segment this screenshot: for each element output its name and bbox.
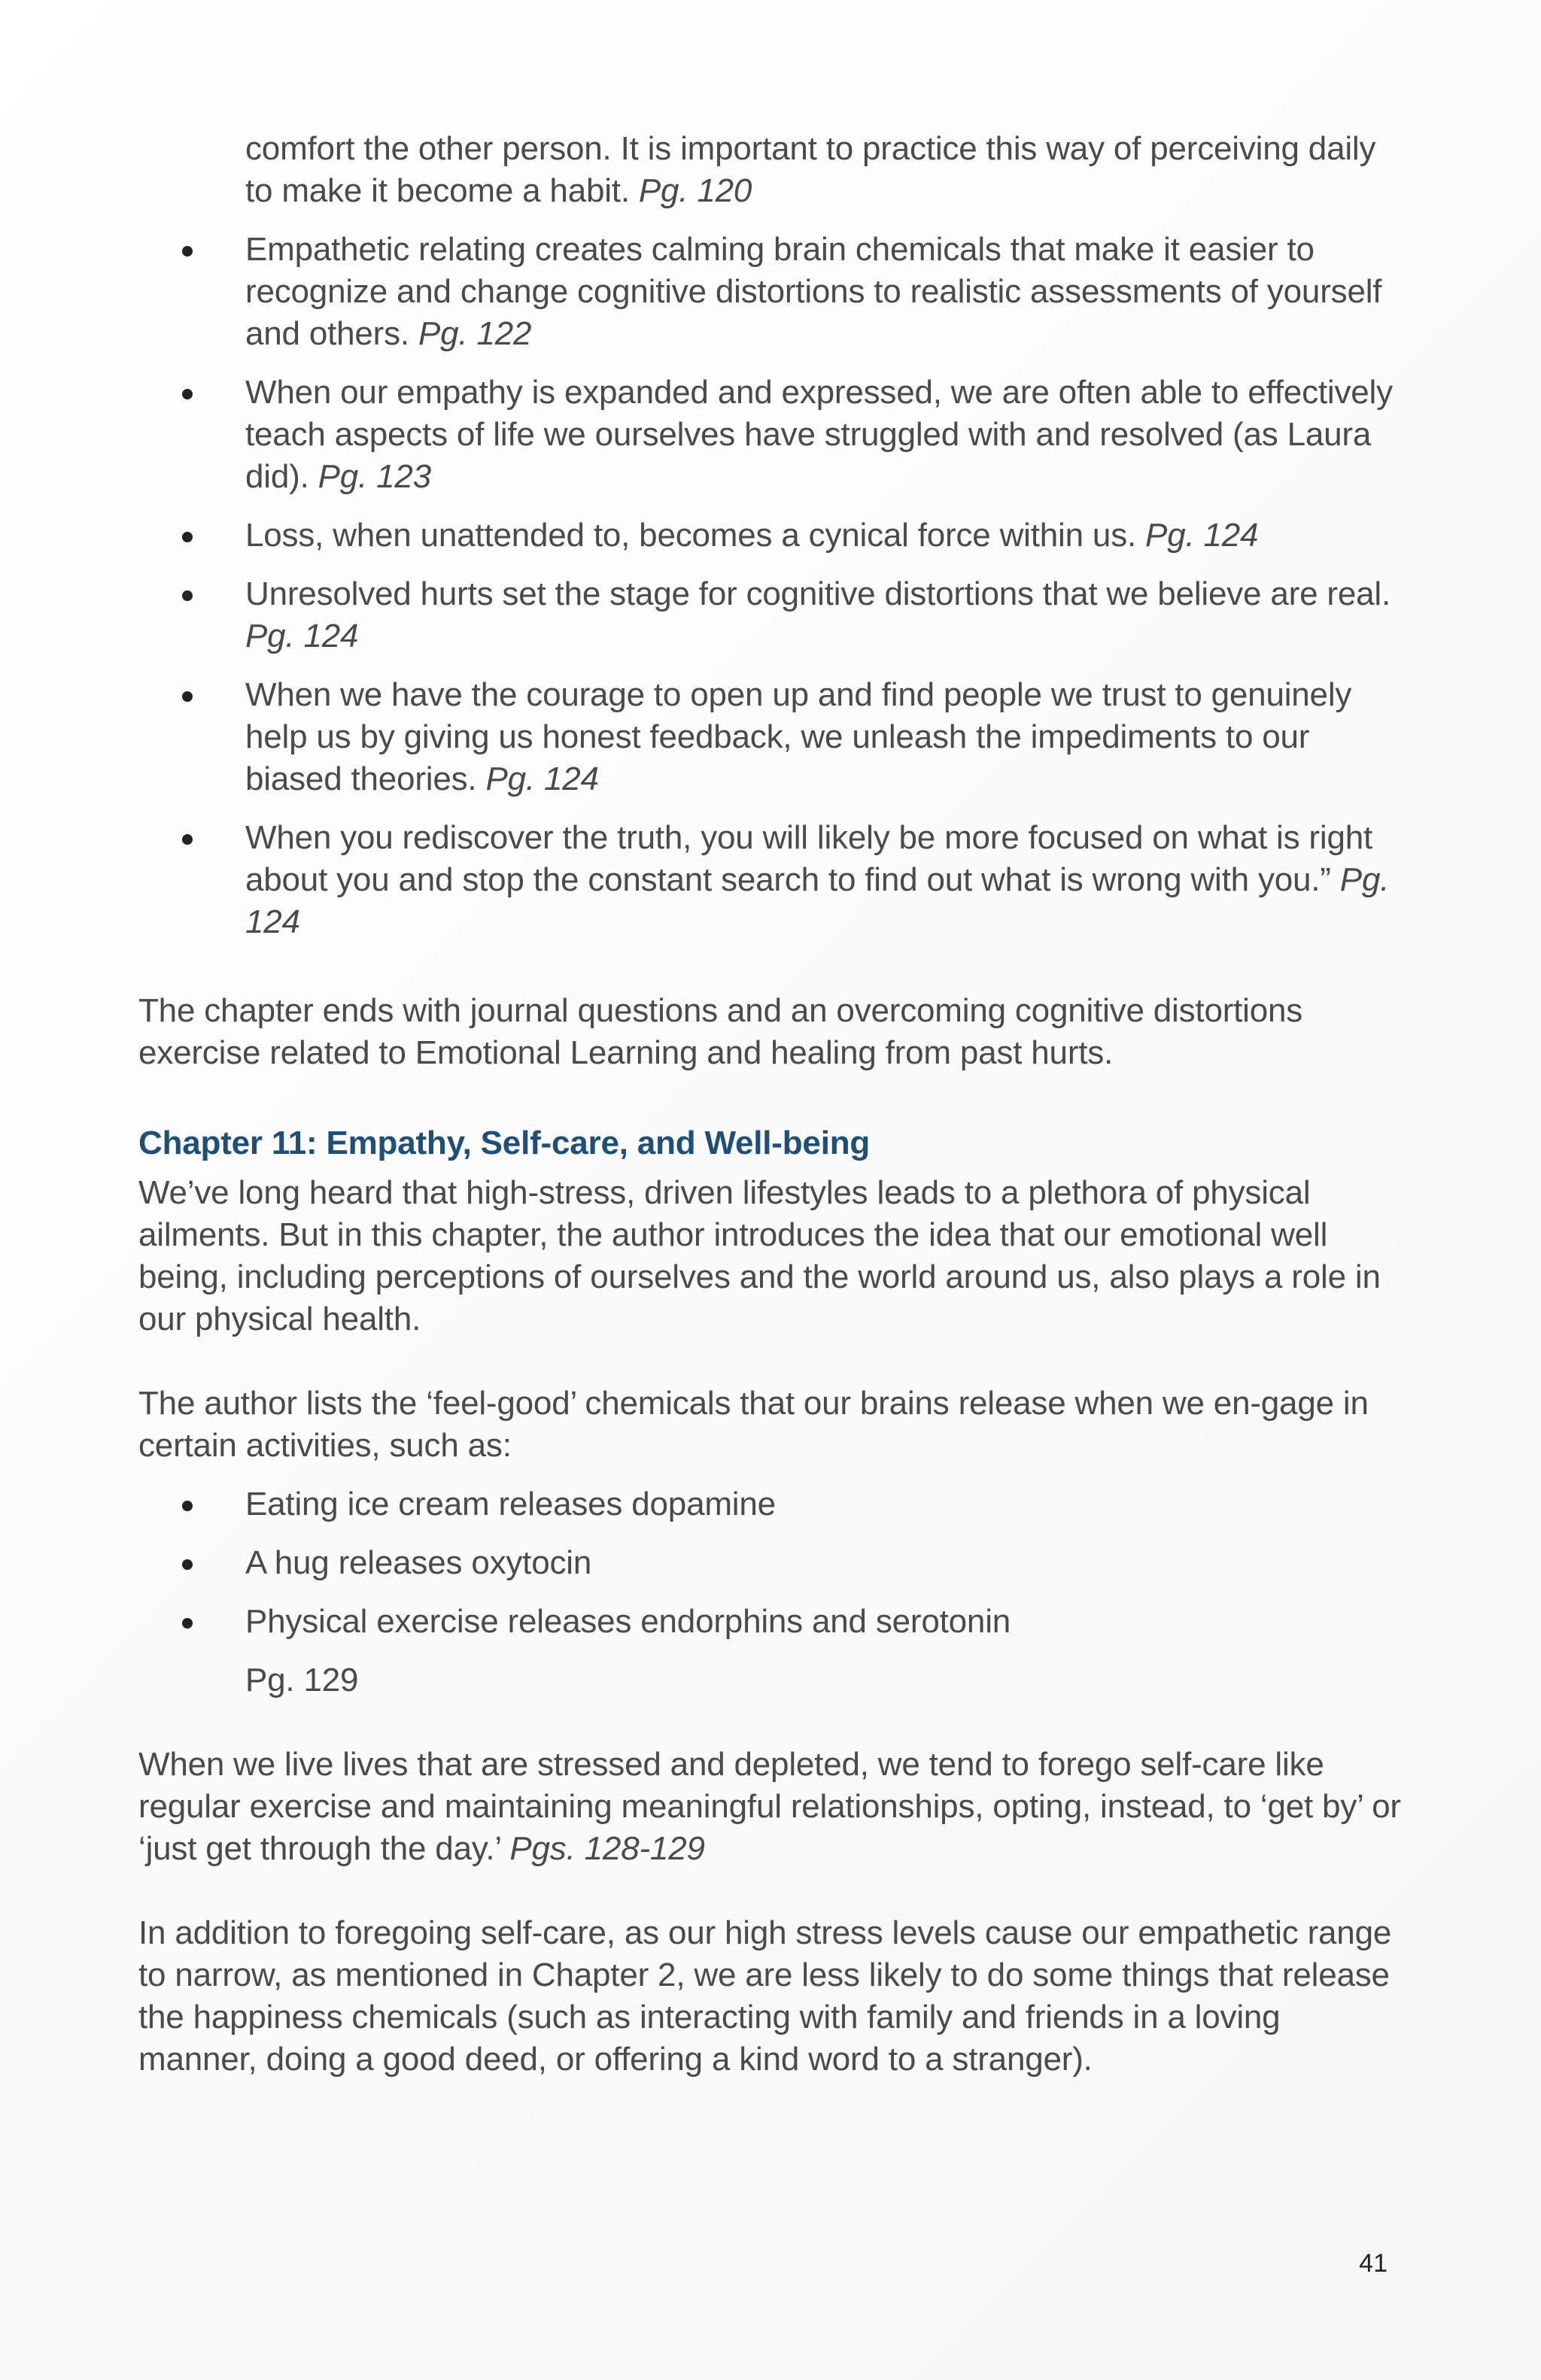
list-item-text: When our empathy is expanded and expressed, we are often able to effectively teach aspects of life we ourselves have struggled with and resolved (as Laura did). [245,374,1393,495]
page-ref: Pg. 129 [245,1662,359,1698]
list-item-text: When you rediscover the truth, you will likely be more focused on what is right about you and stop the constant search to find out what is wrong with you.” [245,819,1373,898]
page-ref: Pg. 124 [485,760,599,797]
page-ref: Pg. 124 [1145,517,1259,554]
list-item [138,1483,1403,1525]
bullet-icon [182,691,193,702]
bullet-icon [182,1501,193,1511]
page-ref: Pg. 122 [418,315,532,352]
continued-text: comfort the other person. It is important to practice this way of perceiving daily to make it become a habit. [245,130,1376,209]
stressed-text: When we live lives that are stressed and depleted, we tend to forego self-care like regular exercise and maintaining meaningful relationships, opting, instead, to ‘get by’ or ‘just get through the day.’ [138,1746,1401,1867]
bullet-icon [182,246,193,257]
bullet-icon [182,834,193,845]
page-content [138,128,1403,2081]
bullet-icon [182,389,193,399]
page-number: 41 [1359,2249,1388,2278]
list-item [138,1601,1403,1643]
bullet-icon [182,1559,193,1570]
list-item-text: When we have the courage to open up and find people we trust to genuinely help us by giving us honest feedback, we unleash the impediments to our biased theories. [245,676,1352,797]
chemicals-intro-paragraph: The author lists the ‘feel-good’ chemicals that our brains release when we en-gage in certain activities, such as: [138,1385,1369,1464]
list-item [138,817,1403,943]
list-item [138,1542,1403,1584]
list-item-text: Eating ice cream releases dopamine [245,1486,776,1522]
list-item-text: Empathetic relating creates calming brain chemicals that make it easier to recognize and change cognitive distortions to realistic assessments of yourself and others. [245,231,1382,352]
list-item [138,515,1403,557]
bullet-icon [182,590,193,601]
list-item-text: Physical exercise releases endorphins and serotonin [245,1603,1011,1640]
list-item [138,674,1403,800]
bullet-icon [182,532,193,542]
stressed-paragraph [138,1744,1403,1870]
chapter-heading: Chapter 11: Empathy, Self-care, and Well-being [138,1125,871,1161]
continued-bullet-text [138,128,1403,212]
list-item [138,229,1403,355]
page-ref: Pg. 120 [638,172,752,209]
list-item [138,372,1403,498]
list-item-text: Unresolved hurts set the stage for cognitive distortions that we believe are real. [245,575,1391,612]
page-ref: Pg. 124 [245,861,1390,940]
chemicals-list [138,1483,1403,1643]
page-ref: Pg. 124 [245,618,359,654]
chapter-intro-paragraph: We’ve long heard that high-stress, driven lifestyles leads to a plethora of physical ailments. But in this chapter, the author introduces the idea that our emotional well being, including perceptions of ourselves and the world around us, also plays a role in our physical health. [138,1174,1381,1337]
list-item-text: Loss, when unattended to, becomes a cynical force within us. [245,517,1137,554]
key-points-list [138,229,1403,943]
list-item-text: A hug releases oxytocin [245,1544,592,1581]
chapter-end-paragraph: The chapter ends with journal questions and an overcoming cognitive distortions exercise related to Emotional Learning and healing from past hurts. [138,992,1303,1071]
page-ref: Pg. 123 [318,458,431,495]
page-ref: Pgs. 128-129 [509,1830,705,1867]
bullet-icon [182,1618,193,1629]
addition-paragraph: In addition to foregoing self-care, as our high stress levels cause our empathetic range to narrow, as mentioned in Chapter 2, we are less likely to do some things that release the happiness chemicals (such as interacting with family and friends in a loving manner, doing a good deed, or offering a kind word to a stranger). [138,1914,1392,2078]
list-item [138,573,1403,657]
